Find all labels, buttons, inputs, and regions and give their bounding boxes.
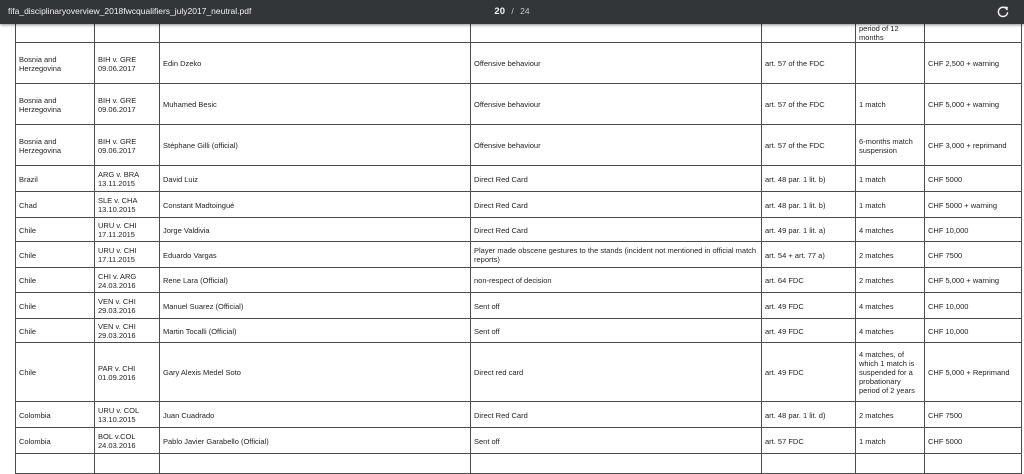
cell-sanction: 2 matches [856,242,925,268]
cell-fine: CHF 10,000 [925,218,1022,242]
total-pages: 24 [520,6,530,16]
cell-fine: CHF 10,000 [925,319,1022,343]
cell-association: Bosnia and Herzegovina [16,43,95,84]
cell-person: Rene Lara (Official) [160,268,471,293]
match-date: 17.11.2015 [98,230,135,239]
cell-sanction: 4 matches, of which 1 match is suspended for a probationary period of 2 years [856,343,925,402]
match-name: VEN v. CHI [98,297,136,306]
cell-association: Colombia [16,402,95,428]
match-date: 29.03.2016 [98,306,136,315]
table-row [16,343,1022,402]
cell-person: David Luiz [160,166,471,192]
table-row [16,268,1022,293]
cell-association: Bosnia and Herzegovina [16,125,95,166]
cell-association: Chile [16,343,95,402]
cell-offence: Direct Red Card [471,166,762,192]
match-date: 13.11.2015 [98,179,135,188]
cell-offence: Direct Red Card [471,192,762,218]
match-name: URU v. CHI [98,246,137,255]
match-date: 17.11.2015 [98,255,135,264]
cell-match [95,402,160,428]
cell-offence: Sent off [471,293,762,319]
cell-article: art. 49 FDC [762,293,856,319]
match-name: ARG v. BRA [98,170,140,179]
table-row [16,166,1022,192]
cell-sanction: 1 match [856,428,925,454]
cell-offence: Offensive behaviour [471,43,762,84]
table-row [16,43,1022,84]
cell-sanction: 4 matches [856,218,925,242]
match-name: VEN v. CHI [98,322,136,331]
cell-offence: Direct Red Card [471,218,762,242]
cell-match [95,192,160,218]
cell-association: Chile [16,242,95,268]
cell-article: art. 49 FDC [762,343,856,402]
cell-offence [471,454,762,474]
table-row [16,454,1022,474]
table-row [16,402,1022,428]
cell-fine: CHF 5000 [925,428,1022,454]
cell-match [95,84,160,125]
cell-association: Colombia [16,428,95,454]
cell-fine: CHF 5,000 + Reprimand [925,343,1022,402]
cell-article: art. 49 FDC [762,319,856,343]
cell-offence: non-respect of decision [471,268,762,293]
cell-fine: CHF 5000 [925,166,1022,192]
cell-sanction: 2 matches [856,402,925,428]
cell-sanction: 1 match [856,166,925,192]
match-name: URU v. COL [98,406,140,415]
cell-article: art. 49 par. 1 lit. a) [762,218,856,242]
match-date: 29.03.2016 [98,331,136,340]
cell-article: art. 48 par. 1 lit. b) [762,166,856,192]
match-name: SLE v. CHA [98,196,138,205]
cell-article: art. 54 + art. 77 a) [762,242,856,268]
cell-person: Jorge Valdivia [160,218,471,242]
cell-sanction: 1 match [856,84,925,125]
cell-article: art. 48 par. 1 lit. b) [762,192,856,218]
cell-association: Bosnia and Herzegovina [16,84,95,125]
cell-association: Chile [16,319,95,343]
match-date: 13.10.2015 [98,205,136,214]
cell-person: Eduardo Vargas [160,242,471,268]
table-row [16,218,1022,242]
match-date: 09.06.2017 [98,104,136,114]
pdf-toolbar [0,0,1024,24]
cell-match [95,242,160,268]
cell-match [95,343,160,402]
match-date: 09.06.2017 [98,145,136,155]
cell-match [95,166,160,192]
cell-association: Chile [16,218,95,242]
cell-association: Chad [16,192,95,218]
cell-sanction: 2 matches [856,268,925,293]
match-name: BIH v. GRE [98,54,137,64]
cell-person: Muhamed Besic [160,84,471,125]
cell-offence: Player made obscene gestures to the stands (incident not mentioned in official match reports) [471,242,762,268]
match-name: CHI v. ARG [98,271,137,281]
cell-sanction: period of 12 months [856,0,925,43]
cell-match [95,43,160,84]
disciplinary-table [15,0,1022,474]
table-row [16,293,1022,319]
table-row [16,192,1022,218]
table-row [16,428,1022,454]
cell-person: Stéphane Gilli (official) [160,125,471,166]
cell-fine: CHF 2,500 + warning [925,43,1022,84]
cell-fine [925,454,1022,474]
cell-sanction: 4 matches [856,319,925,343]
cell-fine: CHF 3,000 + reprimand [925,125,1022,166]
page-indicator [0,6,1024,17]
cell-offence: Sent off [471,319,762,343]
cell-fine: CHF 5000 + warning [925,192,1022,218]
table-row [16,84,1022,125]
table-row [16,125,1022,166]
cell-sanction: 1 match [856,192,925,218]
cell-article: art. 48 par. 1 lit. d) [762,402,856,428]
cell-article [762,454,856,474]
table-row [16,319,1022,343]
match-date: 24.03.2016 [98,280,136,290]
cell-offence: Offensive behaviour [471,84,762,125]
match-name: BIH v. GRE [98,136,137,146]
cell-person: Martin Tocalli (Official) [160,319,471,343]
cell-article: art. 57 FDC [762,428,856,454]
cell-match [95,293,160,319]
cell-sanction [856,43,925,84]
match-date: 01.09.2016 [98,372,136,382]
match-name: BOL v.COL [98,432,136,441]
cell-association: Brazil [16,166,95,192]
cell-article: art. 57 of the FDC [762,43,856,84]
cell-offence: Direct Red Card [471,402,762,428]
current-page-input[interactable]: 20 [494,6,505,17]
cell-fine: CHF 7500 [925,402,1022,428]
rotate-icon[interactable] [996,5,1010,19]
cell-sanction [856,454,925,474]
cell-person: Juan Cuadrado [160,402,471,428]
match-name: BIH v. GRE [98,95,137,105]
cell-fine: CHF 7500 [925,242,1022,268]
cell-person: Gary Alexis Medel Soto [160,343,471,402]
cell-match [95,428,160,454]
cell-match [95,454,160,474]
cell-association: Chile [16,268,95,293]
cell-article: art. 57 of the FDC [762,84,856,125]
cell-person: Constant Madtoingué [160,192,471,218]
match-name: URU v. CHI [98,221,137,230]
cell-offence: Direct red card [471,343,762,402]
match-date: 13.10.2015 [98,415,136,424]
cell-person: Pablo Javier Garabello (Official) [160,428,471,454]
cell-match [95,319,160,343]
cell-article: art. 64 FDC [762,268,856,293]
cell-sanction: 6-months match suspension [856,125,925,166]
cell-sanction: 4 matches [856,293,925,319]
cell-offence: Offensive behaviour [471,125,762,166]
cell-person [160,454,471,474]
cell-person: Edin Dzeko [160,43,471,84]
match-name: PAR v. CHI [98,363,136,373]
cell-offence: Sent off [471,428,762,454]
cell-fine: CHF 10,000 [925,293,1022,319]
cell-association: Chile [16,293,95,319]
cell-match [95,125,160,166]
match-date: 24.03.2016 [98,441,136,450]
cell-association [16,454,95,474]
document-title: fifa_disciplinaryoverview_2018fwcqualifiers_july2017_neutral.pdf [8,6,252,16]
cell-match [95,268,160,293]
page-separator: / [511,6,514,16]
cell-fine: CHF 5,000 + warning [925,268,1022,293]
table-row [16,242,1022,268]
match-date: 09.06.2017 [98,63,136,73]
cell-fine: CHF 5,000 + warning [925,84,1022,125]
cell-person: Manuel Suarez (Official) [160,293,471,319]
cell-article: art. 57 of the FDC [762,125,856,166]
cell-match [95,218,160,242]
